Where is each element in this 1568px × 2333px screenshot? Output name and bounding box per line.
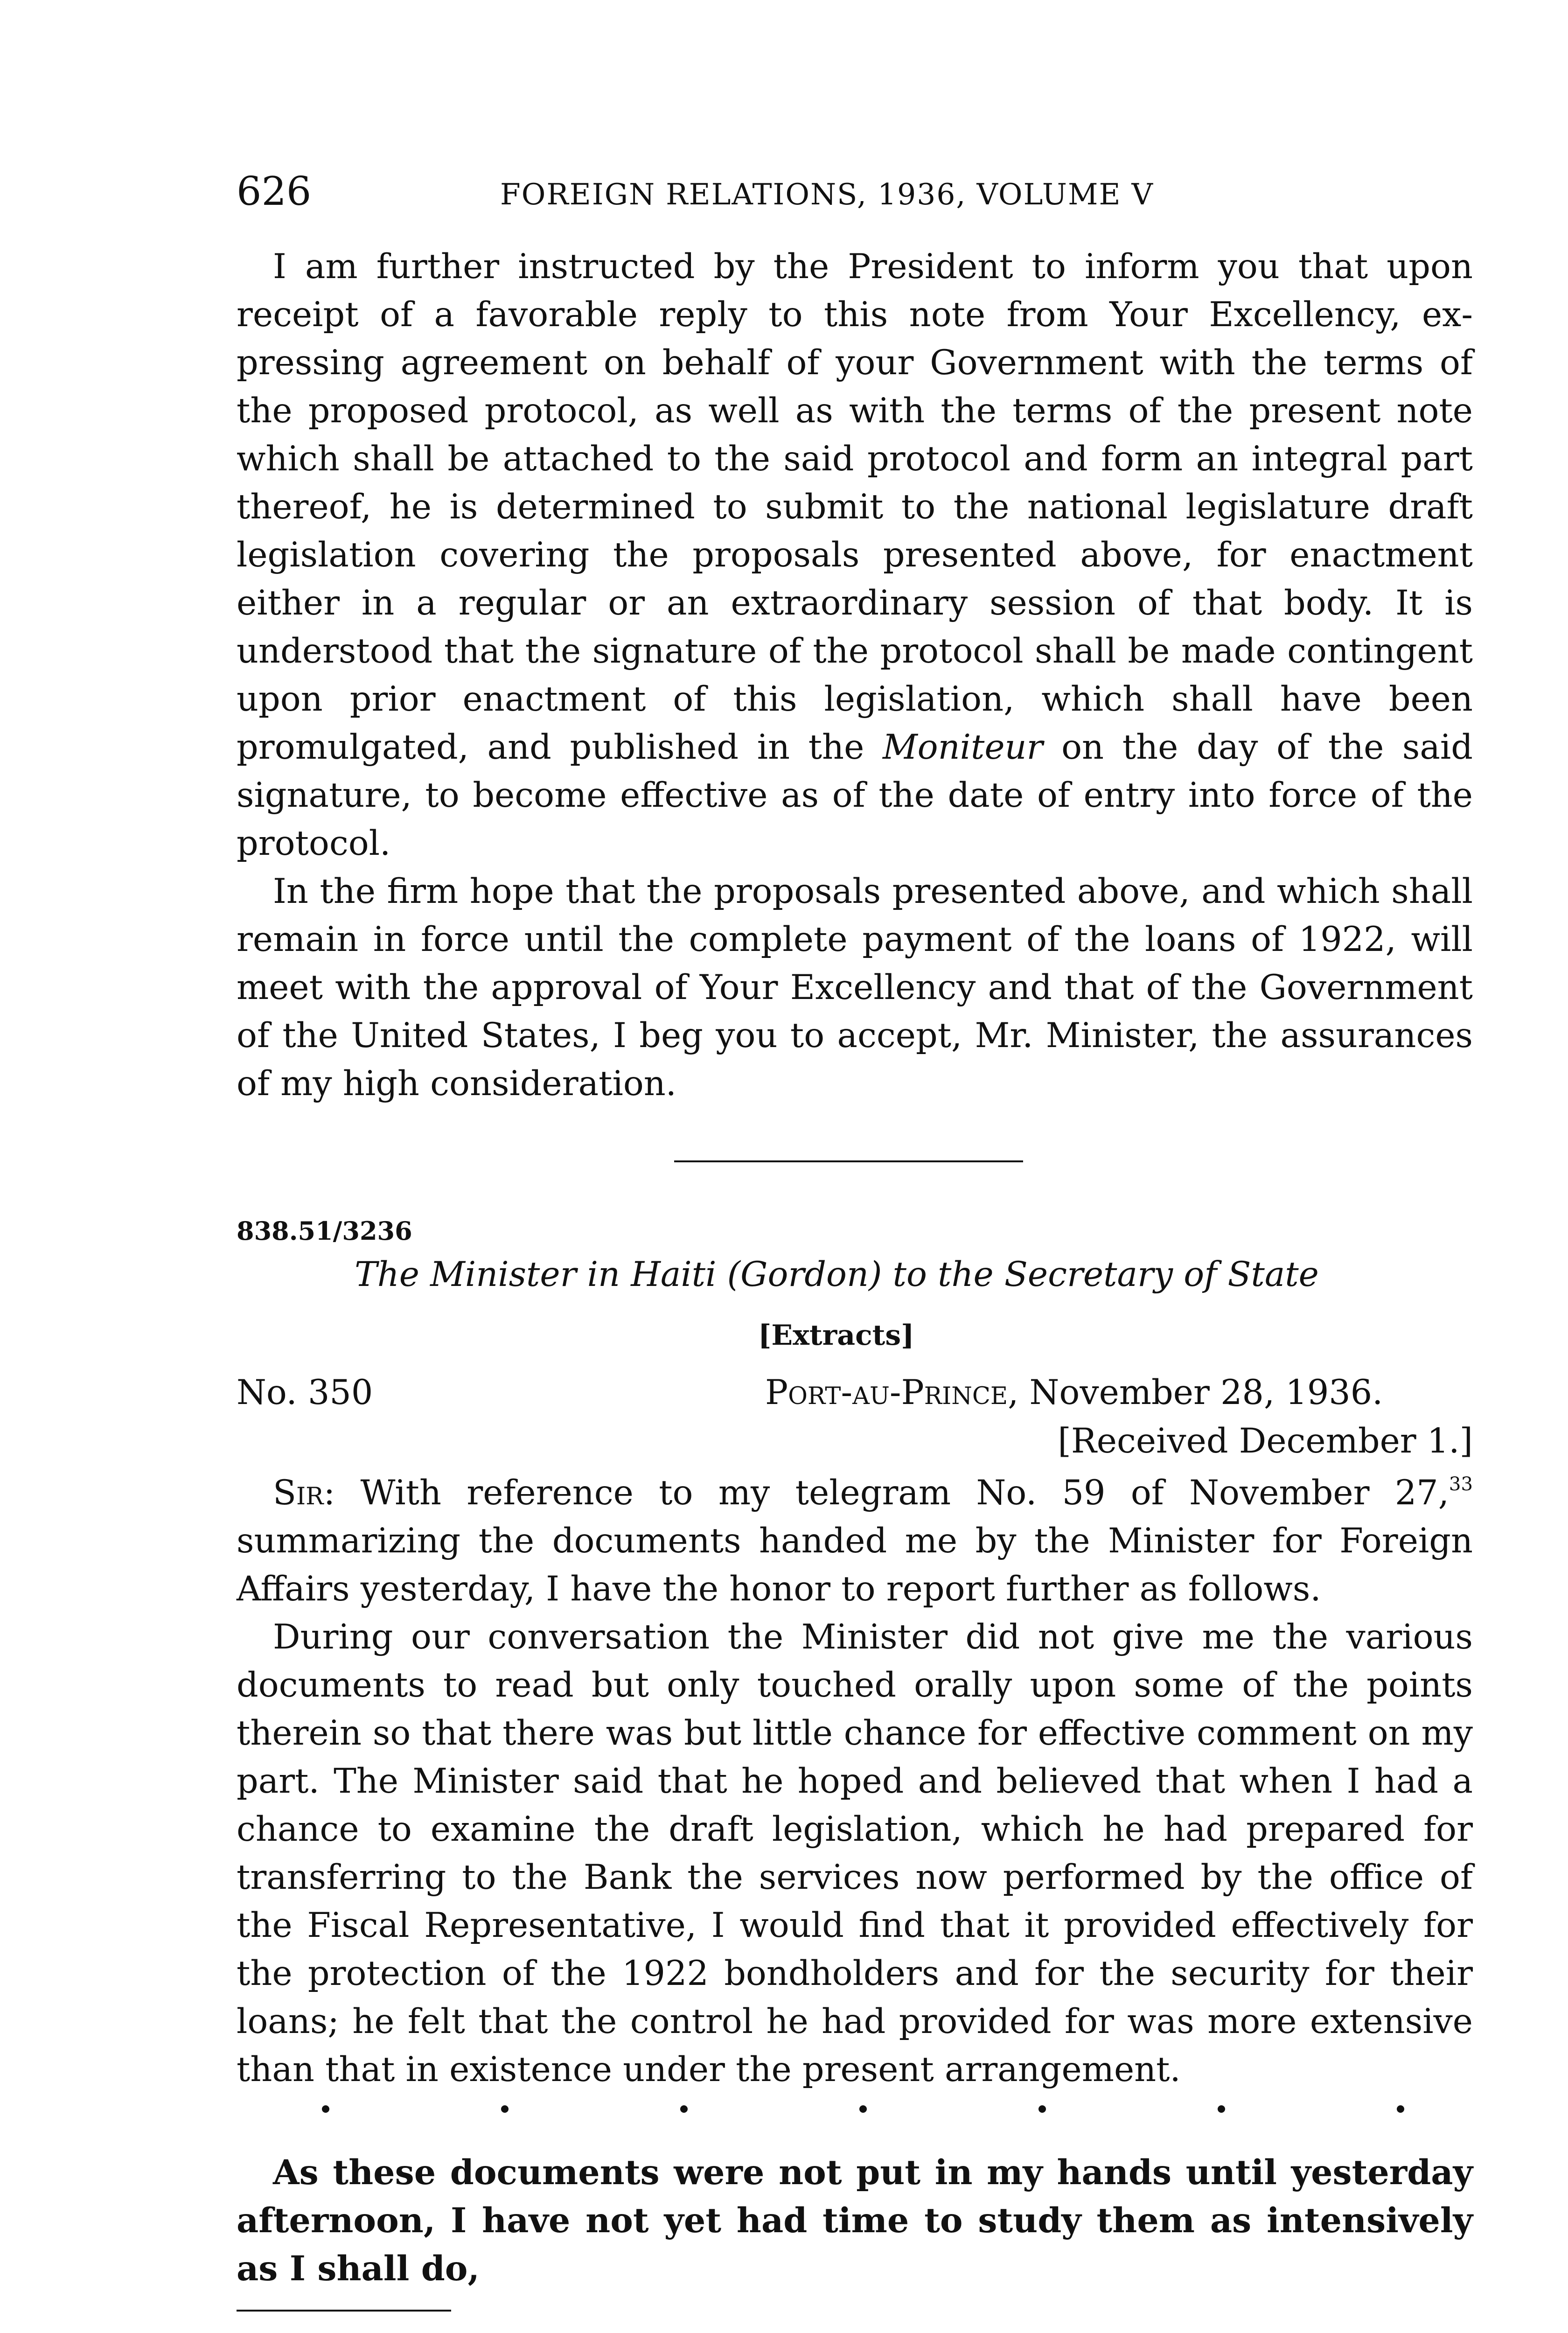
dateline <box>765 1369 1383 1416</box>
file-number: 838.51/3236 <box>237 1216 412 1246</box>
ellipsis-dot <box>859 2105 867 2113</box>
ellipsis-dot <box>501 2105 509 2113</box>
dateline-date: , November 28, 1936. <box>1008 1373 1383 1412</box>
despatch-continuation <box>237 2149 1473 2293</box>
letter-close <box>237 243 1473 1108</box>
paragraph: I am further instructed by the President to inform you that upon receipt of a favorable reply to this note from Your Excellency, expressing agreement on behalf of your Government with the terms of the proposed protocol, as well as with the terms of the present note which shall be attached to the said protocol and form an integral part thereof, he is determined to submit to the national legislature draft legislation covering the proposals presented above, for enactment either in a regular or an extraordinary session of that body. It is understood that the signature of the protocol shall be made contingent upon prior enactment of this legislation, which shall have been promulgated, and published in the Moniteur on the day of the said signature, to become effective as of the date of entry into force of the protocol. <box>237 247 1473 863</box>
paragraph: Sir: With reference to my telegram No. 59 of November 27,33 summarizing the documents handed me by the Minister for Foreign Affairs yesterday, I have the honor to report further as follows. <box>237 1473 1473 1609</box>
paragraph: As these documents were not put in my hands until yesterday afternoon, I have not yet had time to study them as intensively as I shall do, <box>237 2152 1473 2289</box>
page-number: 626 <box>237 168 312 214</box>
omission-marks <box>322 2095 1404 2123</box>
page-header <box>237 166 1473 222</box>
despatch-number: No. 350 <box>237 1373 373 1412</box>
despatch-body <box>237 1469 1473 2094</box>
paragraph: During our conversation the Minister did not give me the various documents to read but only touched orally upon some of the points therein so that there was but little chance for effective comment on my part. The Minister said that he hoped and believed that when I had a chance to examine the draft legislation, which he had prepared for transferring to the Bank the services now performed by the office of the Fiscal Representative, I would find that it provided effectively for the protection of the 1922 bondholders and for the security for their loans; he felt that the control he had provided for was more extensive than that in existence under the present arrangement. <box>237 1617 1473 2089</box>
received-date: [Received December 1.] <box>1058 1421 1473 1461</box>
salutation: Sir <box>273 1473 324 1513</box>
footnote-rule <box>237 2310 451 2312</box>
paragraph: In the firm hope that the proposals presented above, and which shall remain in force until the complete payment of the loans of 1922, will meet with the approval of Your Excellency and that of the Government of the United States, I beg you to accept, Mr. Minister, the assurances of my high consideration. <box>237 872 1473 1104</box>
document-title: The Minister in Haiti (Gordon) to the Secretary of State <box>355 1255 1319 1294</box>
extracts-label: [Extracts] <box>758 1319 914 1352</box>
dateline-place: Port-au-Prince <box>765 1373 1008 1412</box>
running-head: FOREIGN RELATIONS, 1936, VOLUME V <box>500 177 1154 211</box>
italic-term: Moniteur <box>882 727 1043 767</box>
ellipsis-dot <box>680 2105 688 2113</box>
ellipsis-dot <box>322 2105 329 2113</box>
ellipsis-dot <box>1038 2105 1046 2113</box>
ellipsis-dot <box>1397 2105 1404 2113</box>
ellipsis-dot <box>1218 2105 1225 2113</box>
footnote-reference: 33 <box>1449 1473 1473 1495</box>
section-divider <box>674 1160 1023 1162</box>
